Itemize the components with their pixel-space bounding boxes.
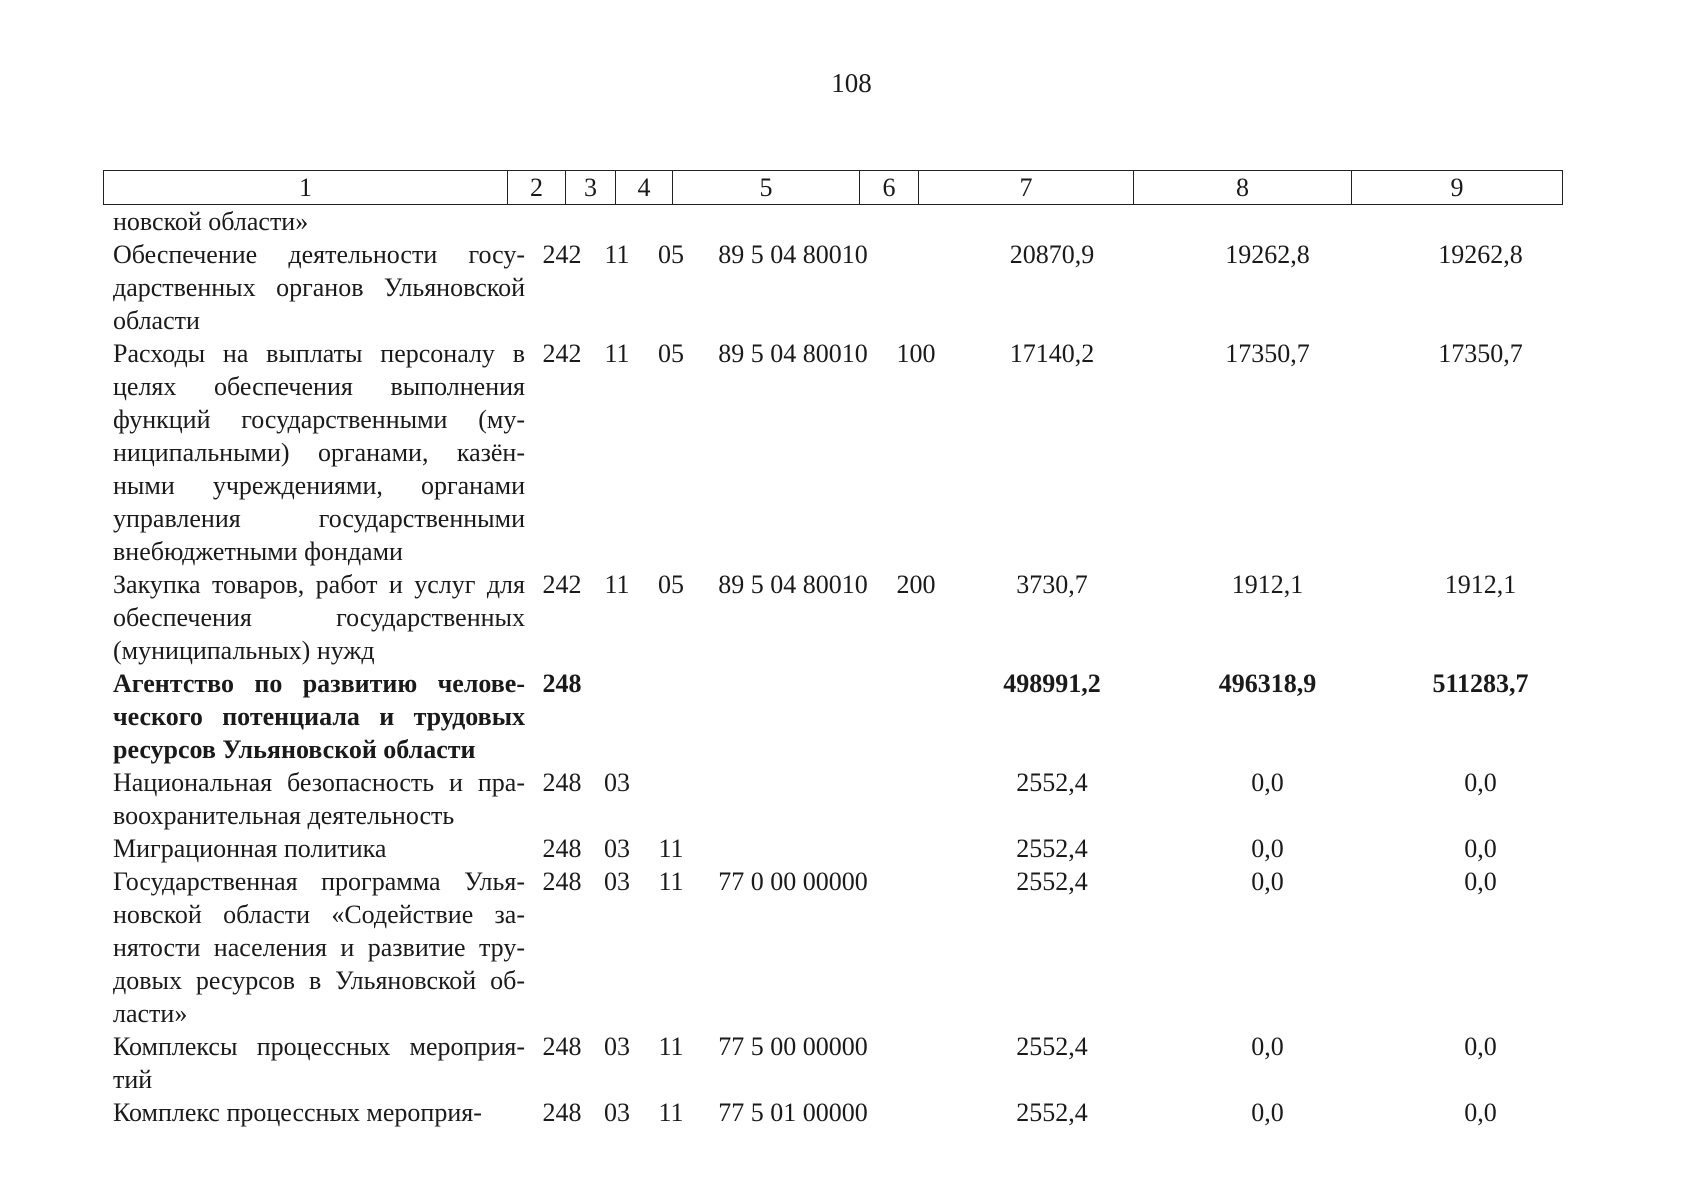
cell-col-6: 200 [896, 570, 936, 599]
row-name-line: обеспечения государственных [113, 603, 525, 632]
cell-col-3: 03 [604, 867, 630, 896]
cell-col-8: 0,0 [1251, 834, 1284, 863]
row-name-line: Агентство по развитию челове- [113, 669, 525, 698]
cell-col-8: 0,0 [1251, 1098, 1284, 1127]
row-name-line: внебюджетными фондами [113, 537, 403, 566]
cell-col-7: 2552,4 [1016, 1032, 1088, 1061]
cell-col-8: 0,0 [1251, 1032, 1284, 1061]
row-name-line: Обеспечение деятельности госу- [113, 240, 525, 269]
cell-col-2: 248 [542, 669, 582, 698]
table-row [103, 667, 1618, 766]
cell-col-8: 19262,8 [1225, 240, 1310, 269]
column-header-3: 3 [566, 171, 616, 205]
cell-col-9: 17350,7 [1438, 339, 1523, 368]
cell-col-9: 1912,1 [1444, 570, 1517, 599]
table-row [103, 832, 1618, 865]
cell-col-3: 11 [604, 339, 630, 368]
column-header-8: 8 [1134, 171, 1352, 205]
cell-col-5: 89 5 04 80010 [718, 339, 868, 368]
row-name [103, 238, 533, 337]
cell-col-8: 1912,1 [1231, 570, 1304, 599]
cell-col-8: 496318,9 [1218, 669, 1317, 698]
table-row [103, 766, 1618, 832]
cell-col-5: 77 5 00 00000 [718, 1032, 868, 1061]
row-name [103, 568, 533, 667]
row-name-line: дарственных органов Ульяновской [113, 273, 525, 302]
row-name-line: функций государственными (му- [113, 405, 525, 434]
cell-col-4: 05 [658, 570, 684, 599]
cell-col-7: 17140,2 [1009, 339, 1095, 368]
cell-col-2: 248 [542, 834, 582, 863]
cell-col-4: 11 [658, 834, 684, 863]
row-name-line: новской области» [113, 207, 309, 236]
cell-col-8: 0,0 [1251, 867, 1284, 896]
cell-col-4: 11 [658, 1032, 684, 1061]
cell-col-7: 2552,4 [1016, 867, 1088, 896]
row-name-line: новской области «Содействие за- [113, 900, 525, 929]
row-name-line: ными учреждениями, органами [113, 471, 525, 500]
cell-col-7: 2552,4 [1016, 1098, 1088, 1127]
table-row [103, 205, 1618, 238]
cell-col-3: 03 [604, 1098, 630, 1127]
row-name-line: ческого потенциала и трудовых [113, 702, 525, 731]
cell-col-2: 248 [542, 768, 582, 797]
row-name [103, 667, 533, 766]
cell-col-8: 17350,7 [1225, 339, 1310, 368]
row-name-line: Комплексы процессных мероприя- [113, 1032, 525, 1061]
page-number: 108 [831, 68, 872, 98]
cell-col-4: 11 [658, 867, 684, 896]
row-name-line: Расходы на выплаты персоналу в [113, 339, 525, 368]
row-name-line: Национальная безопасность и пра- [113, 768, 525, 797]
cell-col-9: 0,0 [1464, 1098, 1497, 1127]
cell-col-7: 20870,9 [1009, 240, 1095, 269]
cell-col-9: 0,0 [1464, 768, 1497, 797]
table-row [103, 1030, 1618, 1096]
row-name-line: Государственная программа Улья- [113, 867, 525, 896]
column-header-2: 2 [508, 171, 566, 205]
row-name-line: Миграционная политика [113, 834, 387, 863]
cell-col-9: 0,0 [1464, 867, 1497, 896]
row-name [103, 1096, 533, 1129]
row-name [103, 832, 533, 865]
cell-col-7: 2552,4 [1016, 834, 1088, 863]
column-header-row [103, 170, 1563, 205]
row-name-line: ласти» [113, 999, 188, 1028]
row-name-line: целях обеспечения выполнения [113, 372, 525, 401]
row-name [103, 766, 533, 832]
row-name-line: тий [113, 1065, 153, 1094]
row-name-line: ресурсов Ульяновской области [113, 735, 476, 764]
table-row [103, 568, 1618, 667]
budget-table-body [103, 205, 1618, 1129]
table-row [103, 238, 1618, 337]
cell-col-4: 05 [658, 339, 684, 368]
table-row [103, 865, 1618, 1030]
cell-col-2: 248 [542, 867, 582, 896]
cell-col-7: 2552,4 [1016, 768, 1088, 797]
cell-col-2: 248 [542, 1032, 582, 1061]
table-row [103, 1096, 1618, 1129]
row-name-line: довых ресурсов в Ульяновской об- [113, 966, 525, 995]
row-name-line: воохранительная деятельность [113, 801, 455, 830]
column-header-7: 7 [919, 171, 1134, 205]
cell-col-9: 0,0 [1464, 834, 1497, 863]
row-name-line: области [113, 306, 200, 335]
table-row [103, 337, 1618, 568]
column-header-4: 4 [616, 171, 673, 205]
row-name-line: управления государственными [113, 504, 525, 533]
row-name [103, 865, 533, 1030]
cell-col-3: 03 [604, 768, 630, 797]
cell-col-3: 11 [604, 570, 630, 599]
cell-col-5: 77 0 00 00000 [718, 867, 868, 896]
cell-col-7: 498991,2 [1003, 669, 1101, 698]
cell-col-9: 511283,7 [1432, 669, 1529, 698]
cell-col-7: 3730,7 [1016, 570, 1088, 599]
cell-col-6: 100 [896, 339, 936, 368]
row-name [103, 205, 533, 238]
row-name-line: нятости населения и развитие тру- [113, 933, 525, 962]
cell-col-2: 242 [542, 339, 582, 368]
cell-col-5: 89 5 04 80010 [718, 570, 868, 599]
column-header-9: 9 [1352, 171, 1563, 205]
cell-col-3: 11 [604, 240, 630, 269]
row-name-line: ниципальными) органами, казён- [113, 438, 525, 467]
cell-col-5: 89 5 04 80010 [718, 240, 868, 269]
cell-col-2: 242 [542, 570, 582, 599]
cell-col-8: 0,0 [1251, 768, 1284, 797]
row-name-line: Комплекс процессных мероприя- [113, 1098, 482, 1127]
row-name-line: (муниципальных) нужд [113, 636, 375, 665]
row-name [103, 1030, 533, 1096]
cell-col-3: 03 [604, 1032, 630, 1061]
cell-col-2: 248 [542, 1098, 582, 1127]
column-header-6: 6 [860, 171, 919, 205]
cell-col-9: 0,0 [1464, 1032, 1497, 1061]
cell-col-2: 242 [542, 240, 582, 269]
cell-col-4: 05 [658, 240, 684, 269]
cell-col-4: 11 [658, 1098, 684, 1127]
column-header-1: 1 [104, 171, 508, 205]
row-name [103, 337, 533, 568]
column-header-5: 5 [673, 171, 860, 205]
cell-col-9: 19262,8 [1438, 240, 1523, 269]
cell-col-5: 77 5 01 00000 [718, 1098, 868, 1127]
cell-col-3: 03 [604, 834, 630, 863]
row-name-line: Закупка товаров, работ и услуг для [113, 570, 525, 599]
